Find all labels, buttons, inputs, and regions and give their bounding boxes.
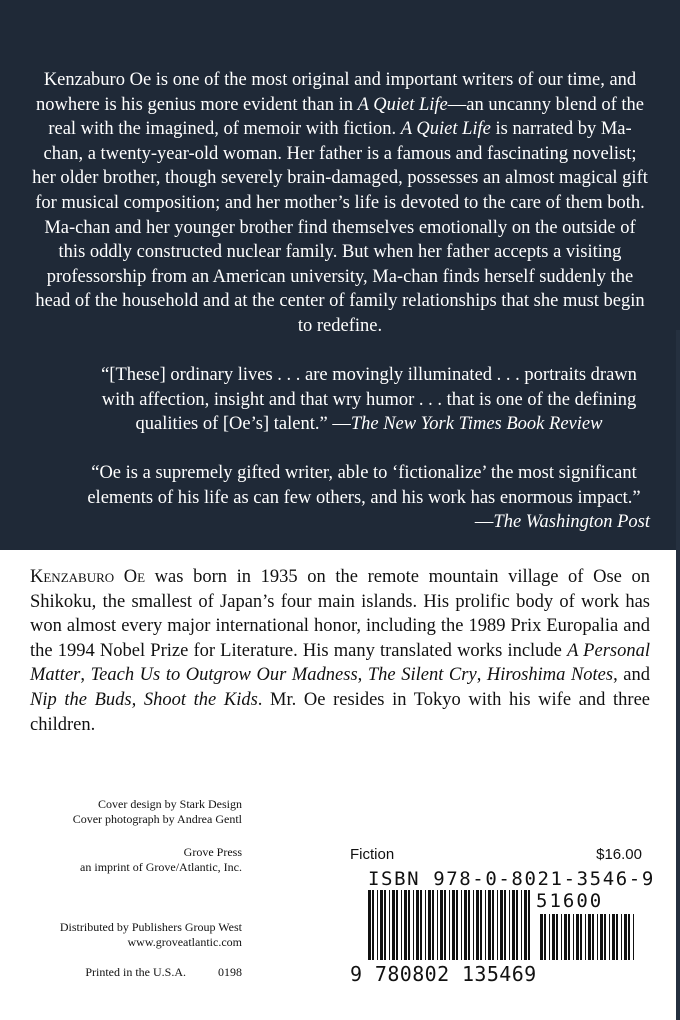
barcode-bar xyxy=(473,890,474,960)
barcode-bar xyxy=(432,890,434,960)
barcode-bar xyxy=(377,890,378,960)
barcode-bar xyxy=(396,890,398,960)
barcode-bar xyxy=(488,890,491,960)
isbn-number: ISBN 978-0-8021-3546-9 xyxy=(368,868,655,890)
barcode-bar xyxy=(452,890,455,960)
barcode-bar xyxy=(568,914,570,960)
barcode-bar xyxy=(368,890,371,960)
cover-photo-credit: Cover photograph by Andrea Gentl xyxy=(72,812,242,826)
barcode-bar xyxy=(476,890,479,960)
barcode-bar xyxy=(413,890,414,960)
barcode-bar xyxy=(597,914,598,960)
barcode-bar xyxy=(512,890,515,960)
ean-digits: 9 780802 135469 xyxy=(350,962,537,986)
barcode-bar xyxy=(585,914,586,960)
publisher-website: www.groveatlantic.com xyxy=(127,935,242,949)
barcode-bar xyxy=(592,914,594,960)
barcode-bar xyxy=(456,890,458,960)
work-title: Teach Us to Outgrow Our Madness xyxy=(90,665,358,686)
barcode-bar xyxy=(380,890,383,960)
barcode-bar xyxy=(480,890,482,960)
barcode-bar xyxy=(389,890,390,960)
distributor-credits xyxy=(30,920,242,950)
barcode-bar xyxy=(576,914,579,960)
cover-design-credit: Cover design by Stark Design xyxy=(98,797,242,811)
barcode-bar xyxy=(516,890,518,960)
barcode-bar xyxy=(468,890,470,960)
barcode-bar xyxy=(372,890,374,960)
review-source: The New York Times Book Review xyxy=(350,414,603,435)
barcode-bar xyxy=(500,890,503,960)
barcode-block xyxy=(350,846,655,986)
barcode-bar xyxy=(461,890,462,960)
author-name: Kenzaburo Oe xyxy=(30,567,146,587)
review-source: The Washington Post xyxy=(493,512,650,533)
barcode-bar xyxy=(392,890,395,960)
barcode-bar xyxy=(621,914,622,960)
review-quote-washington-post: “Oe is a supremely gifted writer, able to ‘fictionalize’ the most significant elements of his life as can few others, and his work has enormous impact.” —The Washington Post xyxy=(87,463,650,533)
distributor-name: Distributed by Publishers Group West xyxy=(59,920,242,934)
barcode-bar xyxy=(509,890,510,960)
barcode-bar xyxy=(561,914,562,960)
publisher-imprint: an imprint of Grove/Atlantic, Inc. xyxy=(80,860,242,874)
publisher-credits xyxy=(30,845,242,875)
barcode-bar xyxy=(444,890,446,960)
review-quote-nyt: “[These] ordinary lives . . . are movingly illuminated . . . portraits drawn with affection, insight and that wry humor . . . that is one of the defining qualities of [Oe’s] talent.” —The New York Times Book Review xyxy=(101,365,637,435)
barcode-bar xyxy=(609,914,610,960)
barcode-bar xyxy=(401,890,402,960)
barcode-bar xyxy=(521,890,522,960)
work-title: Hiroshima Notes xyxy=(486,665,614,686)
barcode-bar xyxy=(616,914,618,960)
barcode-bar xyxy=(588,914,591,960)
barcode-bar xyxy=(556,914,558,960)
barcode-bar xyxy=(497,890,498,960)
barcode-bar xyxy=(492,890,494,960)
price-addon-digits: 51600 xyxy=(536,890,604,912)
barcode-bar xyxy=(612,914,615,960)
synopsis-text: Kenzaburo Oe is one of the most original and important writers of our time, and nowhere is his genius more evident than in A Quiet Life—an uncanny blend of the real with the imagined, of memoir with fiction. A Quiet Life is narrated by Ma-chan, a twenty-year-old woman. Her father is a famous and fascinating novelist; her older brother, though severely brain-damaged, possesses an almost magical gift for musical composition; and her mother’s life is devoted to the care of them both. Ma-chan and her younger brother find themselves emotionally on the outside of this oddly constructed nuclear family. But when her father accepts a visiting professorship from an American university, Ma-chan finds herself suddenly the head of the household and at the center of family relationships that she must begin to redefine. xyxy=(32,70,648,336)
barcode-bar xyxy=(449,890,450,960)
barcode-bar xyxy=(440,890,443,960)
barcode-bar xyxy=(549,914,550,960)
barcode-bar xyxy=(485,890,486,960)
barcode-bar xyxy=(573,914,574,960)
barcode-bar xyxy=(504,890,506,960)
barcode-bar xyxy=(624,914,627,960)
cover-edge xyxy=(676,330,680,1020)
barcode-bar xyxy=(564,914,567,960)
barcode-bar xyxy=(524,890,527,960)
barcode-bar xyxy=(580,914,582,960)
barcode-bar xyxy=(604,914,606,960)
printed-in: Printed in the U.S.A. xyxy=(85,965,186,979)
barcode-bar xyxy=(404,890,407,960)
barcode-bar xyxy=(428,890,431,960)
barcode-bar xyxy=(416,890,419,960)
publisher-name: Grove Press xyxy=(183,845,242,859)
author-bio: Kenzaburo Oe was born in 1935 on the remote mountain village of Ose on Shikoku, the smallest of Japan’s four main islands. His prolific body of work has won almost every major international honor, including the 1989 Prix Europalia and the 1994 Nobel Prize for Literature. His many translated works include A Personal Matter, Teach Us to Outgrow Our Madness, The Silent Cry, Hiroshima Notes, and Nip the Buds, Shoot the Kids. Mr. Oe resides in Tokyo with his wife and three children. xyxy=(30,567,651,735)
barcode-bar xyxy=(552,914,555,960)
barcode-bar xyxy=(464,890,467,960)
barcode-bar xyxy=(628,914,630,960)
barcode-bar xyxy=(384,890,386,960)
barcode-bar xyxy=(540,914,543,960)
category-label: Fiction xyxy=(350,846,395,863)
barcode-bar xyxy=(425,890,426,960)
book-title: A Quiet Life xyxy=(357,94,448,115)
work-title: A Personal Matter xyxy=(30,640,650,686)
print-credits xyxy=(30,965,242,980)
price-label: $16.00 xyxy=(596,846,642,863)
work-title: Nip the Buds, Shoot the Kids xyxy=(30,689,258,710)
barcode-bar xyxy=(437,890,438,960)
barcode-bar xyxy=(528,890,530,960)
work-title: The Silent Cry xyxy=(367,665,477,686)
cover-credits xyxy=(30,797,242,827)
barcode-bar xyxy=(420,890,422,960)
print-code: 0198 xyxy=(218,965,242,979)
barcode-bar xyxy=(600,914,603,960)
book-title: A Quiet Life xyxy=(400,119,491,140)
barcode-bar xyxy=(633,914,634,960)
barcode-bar xyxy=(408,890,410,960)
barcode-bar xyxy=(544,914,546,960)
